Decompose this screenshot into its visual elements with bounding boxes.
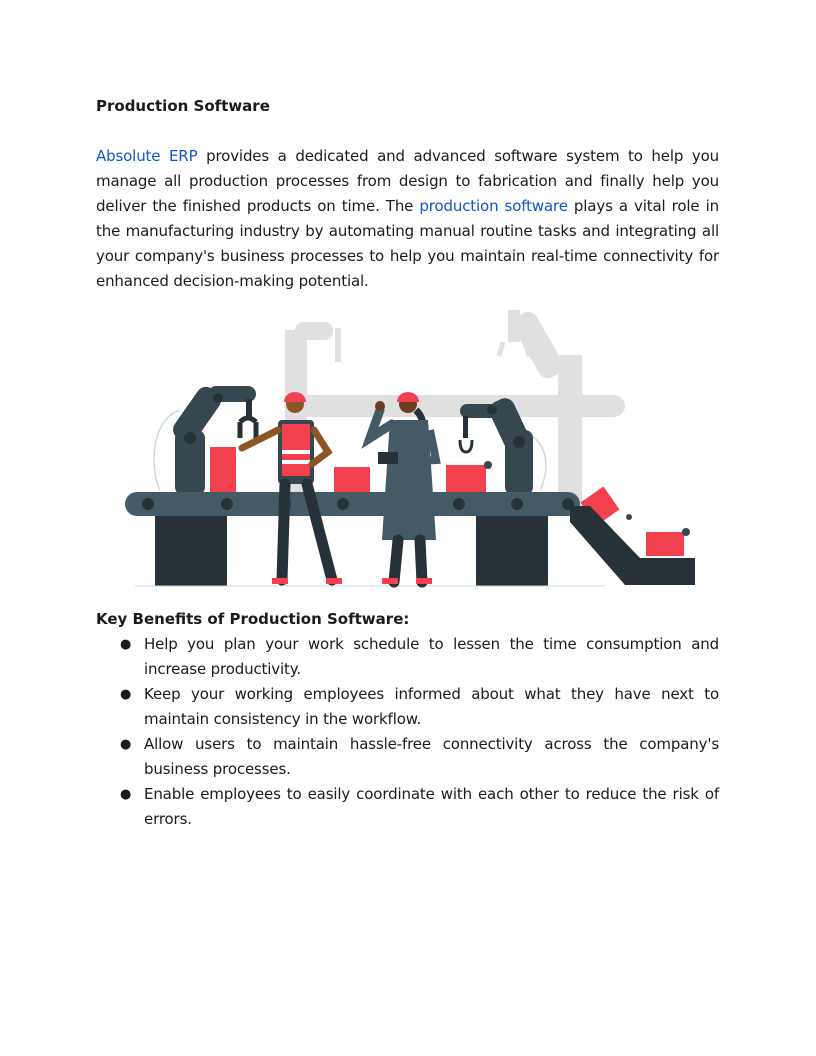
worker-right — [370, 392, 436, 584]
list-item — [96, 632, 719, 682]
benefit-text: Help you plan your work schedule to lessen the time consumption and increase productivity. — [144, 635, 719, 678]
document-body — [96, 94, 719, 294]
intro-text-2: plays a vital role in the manufacturing industry by automating manual routine tasks and integrating all your company's business processes to help you maintain real-time connectivity for enhanced decision-making potential. — [96, 197, 719, 290]
intro-text-1: provides a dedicated and advanced software system to help you manage all production processes from design to fabrication and finally help you deliver the finished products on time. The — [96, 147, 719, 215]
bullet-icon: ● — [120, 787, 132, 802]
bullet-icon: ● — [120, 637, 132, 652]
page-title: Production Software — [96, 97, 270, 115]
benefits-list — [96, 632, 719, 832]
benefits-section — [96, 607, 719, 832]
absolute-erp-link[interactable]: Absolute ERP — [96, 147, 198, 165]
intro-paragraph — [96, 144, 719, 294]
factory-conveyor-illustration — [120, 300, 700, 595]
list-item — [96, 732, 719, 782]
benefits-heading: Key Benefits of Production Software: — [96, 610, 410, 628]
benefit-text: Enable employees to easily coordinate with each other to reduce the risk of errors. — [144, 785, 719, 828]
bullet-icon: ● — [120, 737, 132, 752]
list-item — [96, 782, 719, 832]
production-software-link[interactable]: production software — [419, 197, 568, 215]
bullet-icon: ● — [120, 687, 132, 702]
benefit-text: Allow users to maintain hassle-free connectivity across the company's business processes. — [144, 735, 719, 778]
benefit-text: Keep your working employees informed about what they have next to maintain consistency in the workflow. — [144, 685, 719, 728]
list-item — [96, 682, 719, 732]
